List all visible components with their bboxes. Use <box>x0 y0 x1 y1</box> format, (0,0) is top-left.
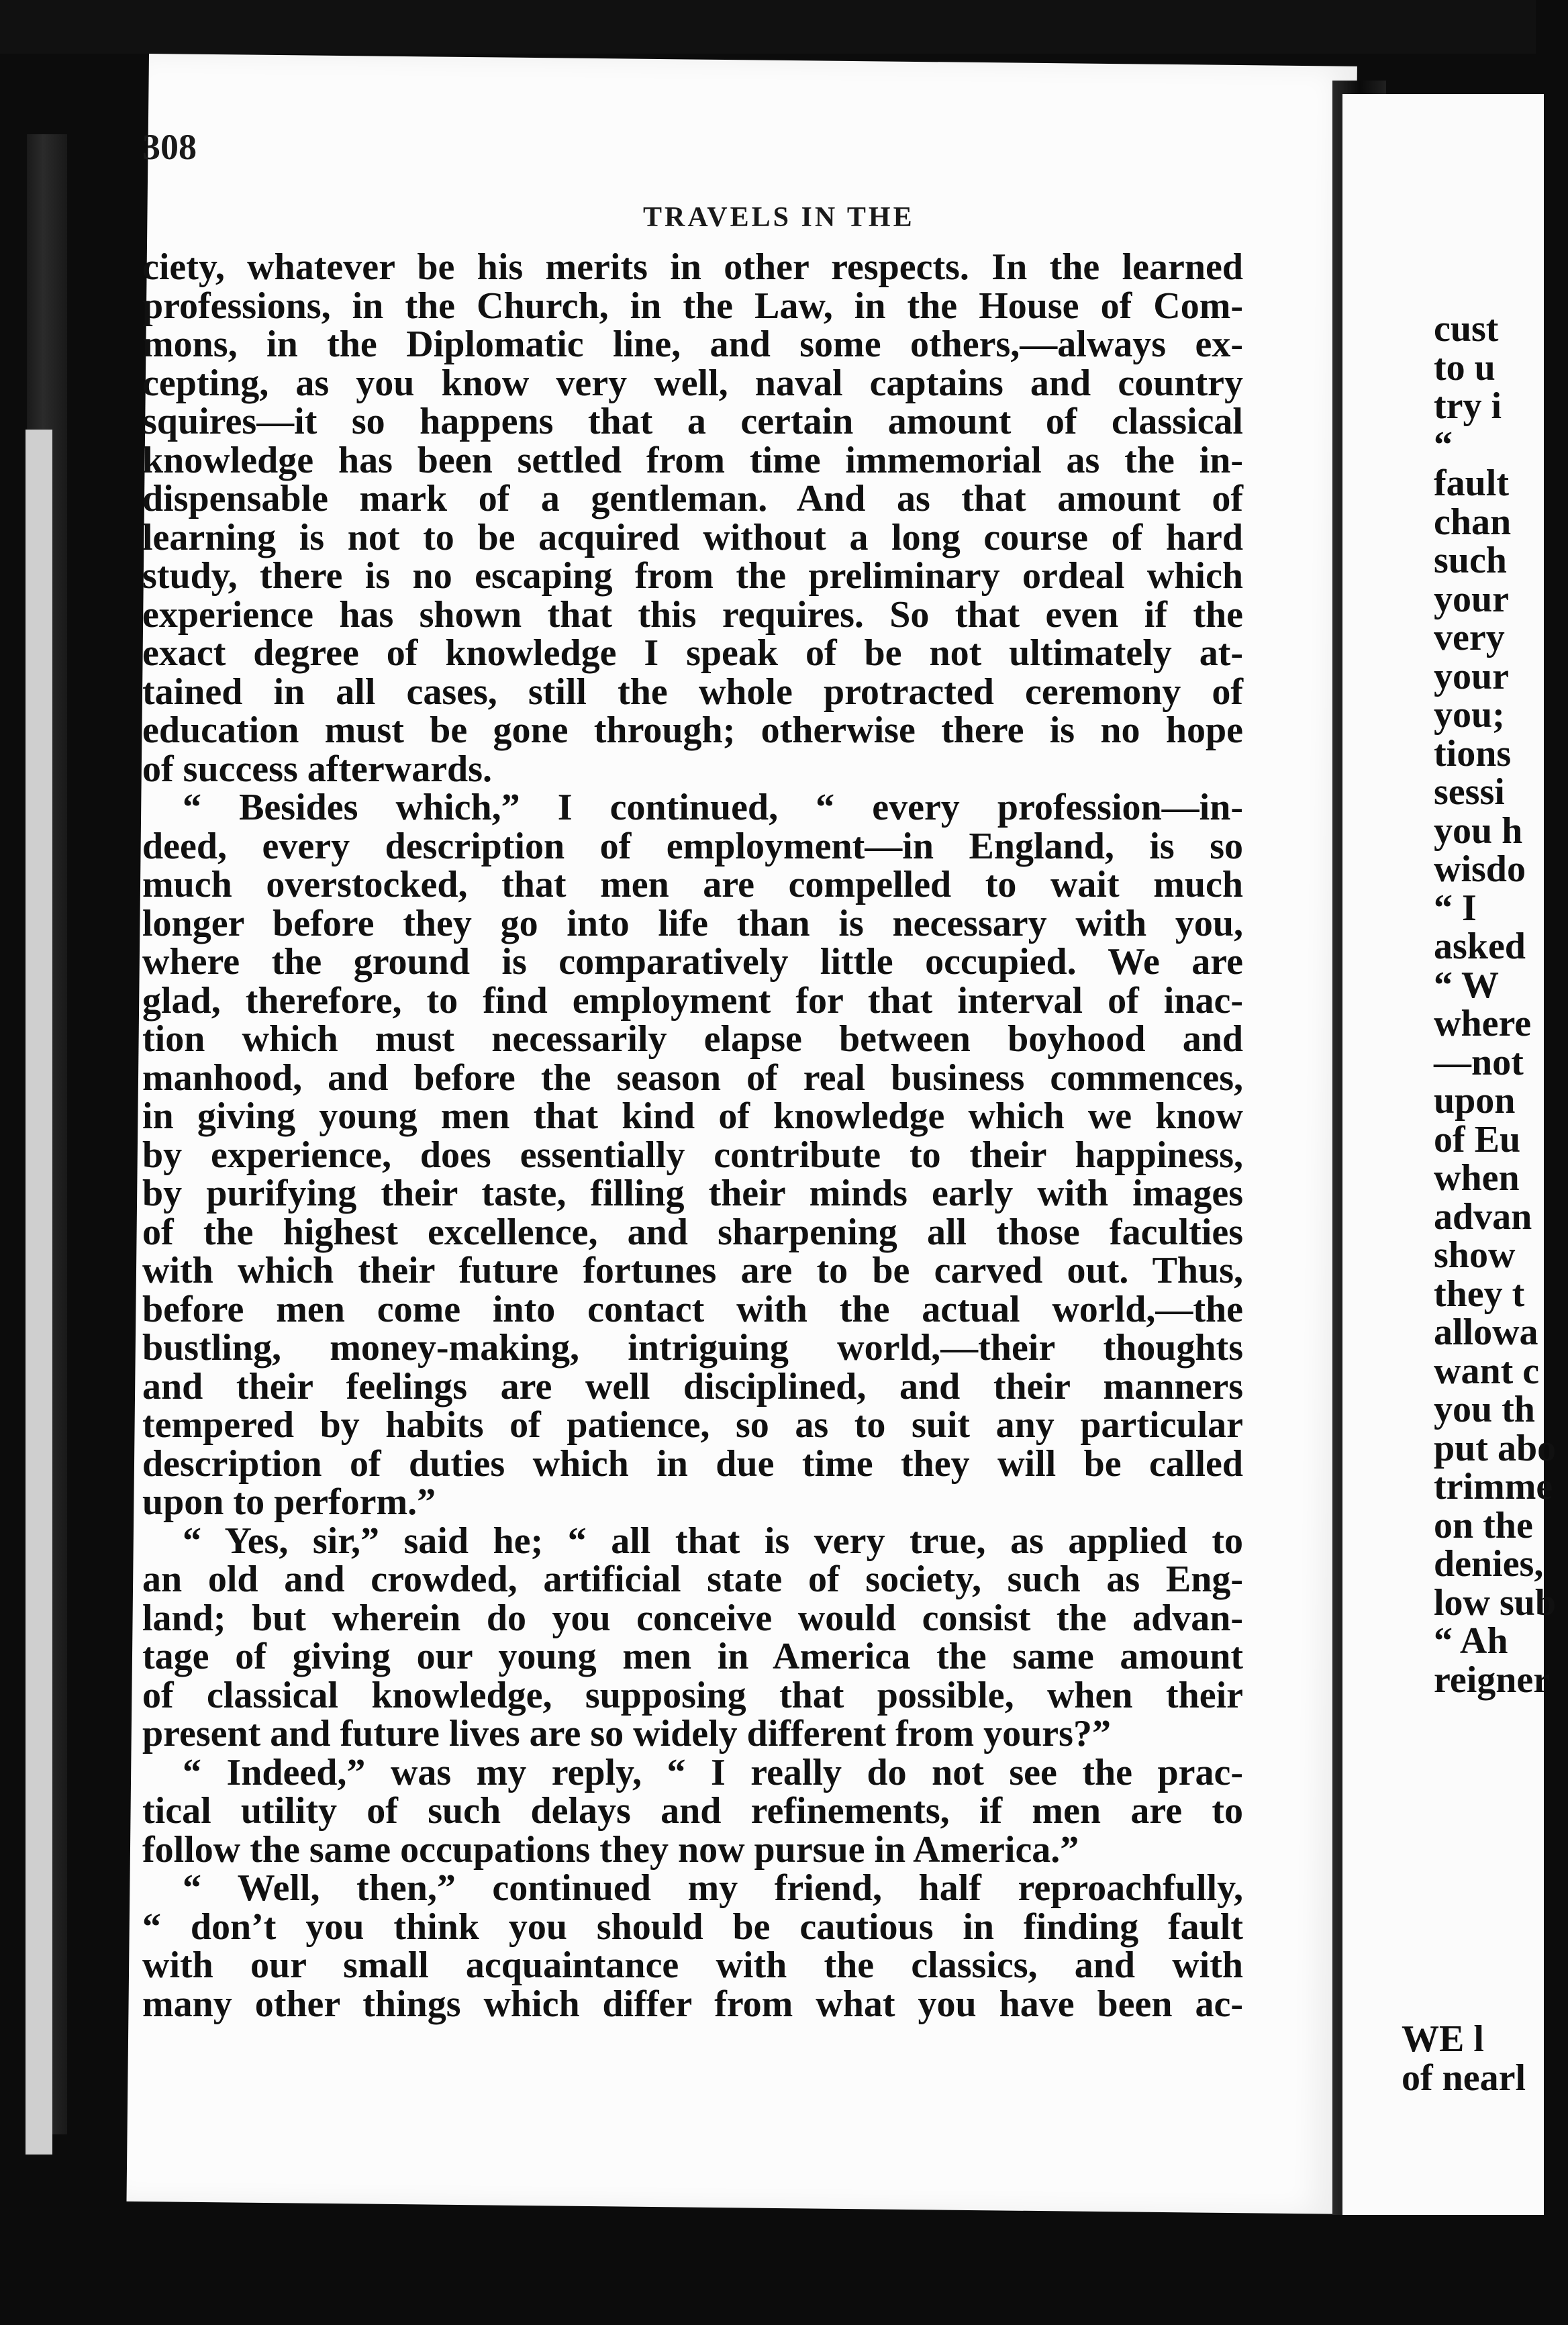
facing-text-line: fault <box>1434 462 1509 504</box>
text-line: deed, every description of employment—in England, is so <box>142 825 1243 867</box>
body-text <box>142 248 1243 2024</box>
text-line: squires—it so happens that a certain amount of classical <box>142 401 1243 442</box>
facing-text-line: you th <box>1434 1389 1535 1430</box>
scan-border-top <box>0 0 1536 54</box>
facing-text-line: “ I <box>1434 887 1477 929</box>
text-line: longer before they go into life than is necessary with you, <box>142 902 1243 944</box>
facing-text-line: your <box>1434 578 1509 620</box>
text-line: study, there is no escaping from the preliminary ordeal which <box>142 555 1243 597</box>
facing-text-line: sessi <box>1434 771 1505 813</box>
facing-text-line: they t <box>1434 1273 1525 1315</box>
text-line: “ Besides which,” I continued, “ every profession—in- <box>183 787 1243 828</box>
facing-footer-line: WE l <box>1402 2018 1484 2060</box>
text-line: “ Yes, sir,” said he; “ all that is very true, as applied to <box>183 1520 1243 1562</box>
text-line: learning is not to be acquired without a long course of hard <box>142 516 1243 558</box>
page-number: 308 <box>142 127 197 167</box>
text-line: by purifying their taste, filling their minds early with images <box>142 1173 1243 1214</box>
text-line: tion which must necessarily elapse between boyhood and <box>142 1018 1243 1060</box>
facing-page-footer <box>1402 2020 1549 2097</box>
text-line: education must be gone through; otherwise there is no hope <box>142 709 1243 751</box>
facing-text-line: low sub <box>1434 1581 1557 1624</box>
text-line: of the highest excellence, and sharpening all those faculties <box>142 1211 1243 1253</box>
text-line: tained in all cases, still the whole protracted ceremony of <box>142 671 1243 713</box>
text-line: tage of giving our young men in America the same amount <box>142 1636 1243 1677</box>
facing-text-line: tions <box>1434 732 1512 775</box>
text-line: of success afterwards. <box>142 748 492 790</box>
facing-text-line: trimme <box>1434 1466 1553 1507</box>
facing-text-line: chan <box>1434 501 1512 543</box>
page-edge-strip <box>26 430 52 2155</box>
text-line: present and future lives are so widely different from yours?” <box>142 1713 1111 1754</box>
text-line: upon to perform.” <box>142 1481 436 1523</box>
text-line: knowledge has been settled from time immemorial as the in- <box>142 439 1243 481</box>
text-line: exact degree of knowledge I speak of be not ultimately at- <box>142 632 1243 674</box>
text-line: cepting, as you know very well, naval captains and country <box>142 362 1243 404</box>
text-line: mons, in the Diplomatic line, and some others,—always ex- <box>142 324 1243 365</box>
facing-text-line: try i <box>1434 385 1502 427</box>
text-line: dispensable mark of a gentleman. And as that amount of <box>142 478 1243 520</box>
text-line: ciety, whatever be his merits in other respects. In the learned <box>142 246 1243 288</box>
text-line: many other things which differ from what you have been ac- <box>142 1983 1243 2025</box>
text-line: by experience, does essentially contribute to their happiness, <box>142 1134 1243 1176</box>
text-line: much overstocked, that men are compelled to wait much <box>142 864 1243 905</box>
facing-text-line: your <box>1434 655 1509 697</box>
facing-text-line: you h <box>1434 809 1523 852</box>
facing-text-line: you; <box>1434 694 1505 736</box>
facing-text-line: allowa <box>1434 1312 1538 1353</box>
facing-text-line: such <box>1434 540 1507 581</box>
text-line: land; but wherein do you conceive would consist the advan- <box>142 1597 1243 1639</box>
facing-text-line: want c <box>1434 1350 1540 1392</box>
facing-text-line: to u <box>1434 346 1496 389</box>
text-line: bustling, money-making, intriguing world,—their thoughts <box>142 1327 1243 1369</box>
facing-text-line: “ Ah <box>1434 1620 1508 1662</box>
facing-text-line: reigner <box>1434 1659 1551 1701</box>
facing-text-line: put abo <box>1434 1427 1557 1469</box>
facing-text-line: “ W <box>1434 964 1499 1006</box>
text-line: tical utility of such delays and refinements, if men are to <box>142 1790 1243 1832</box>
facing-footer-line: of nearl <box>1402 2057 1526 2099</box>
text-line: with which their future fortunes are to be carved out. Thus, <box>142 1250 1243 1291</box>
text-line: with our small acquaintance with the classics, and with <box>142 1944 1243 1986</box>
facing-text-line: of Eu <box>1434 1118 1521 1160</box>
text-line: in giving young men that kind of knowledge which we know <box>142 1095 1243 1137</box>
text-line: “ Well, then,” continued my friend, half reproachfully, <box>183 1867 1243 1909</box>
facing-text-line: denies, <box>1434 1543 1544 1585</box>
facing-text-line: upon <box>1434 1080 1516 1122</box>
facing-text-line: when <box>1434 1157 1520 1199</box>
facing-page-text <box>1434 310 1568 1699</box>
running-head: TRAVELS IN THE <box>643 202 915 233</box>
facing-text-line: asked <box>1434 926 1526 967</box>
text-line: manhood, and before the season of real business commences, <box>142 1056 1243 1099</box>
facing-text-line: advan <box>1434 1195 1532 1238</box>
text-line: an old and crowded, artificial state of society, such as Eng- <box>142 1559 1243 1600</box>
facing-text-line: —not <box>1434 1041 1524 1083</box>
text-line: follow the same occupations they now pursue in America.” <box>142 1828 1079 1871</box>
text-line: professions, in the Church, in the Law, in the House of Com- <box>142 285 1243 327</box>
text-line: of classical knowledge, supposing that possible, when their <box>142 1674 1243 1716</box>
text-line: tempered by habits of patience, so as to suit any particular <box>142 1404 1243 1446</box>
text-line: “ don’t you think you should be cautious in finding fault <box>142 1906 1243 1948</box>
facing-text-line: show <box>1434 1234 1516 1276</box>
facing-text-line: where <box>1434 1003 1532 1044</box>
facing-text-line: “ <box>1434 424 1453 466</box>
text-line: experience has shown that this requires. So that even if the <box>142 593 1243 636</box>
text-line: description of duties which in due time they will be called <box>142 1442 1243 1485</box>
facing-text-line: on the <box>1434 1504 1533 1546</box>
facing-text-line: wisdo <box>1434 848 1526 890</box>
facing-text-line: cust <box>1434 308 1499 350</box>
text-line: glad, therefore, to find employment for that interval of inac- <box>142 979 1243 1022</box>
text-line: and their feelings are well disciplined, and their manners <box>142 1365 1243 1407</box>
text-line: before men come into contact with the actual world,—the <box>142 1288 1243 1330</box>
text-line: where the ground is comparatively little occupied. We are <box>142 941 1243 983</box>
text-line: “ Indeed,” was my reply, “ I really do not see the prac- <box>183 1751 1243 1793</box>
facing-text-line: very <box>1434 617 1505 658</box>
